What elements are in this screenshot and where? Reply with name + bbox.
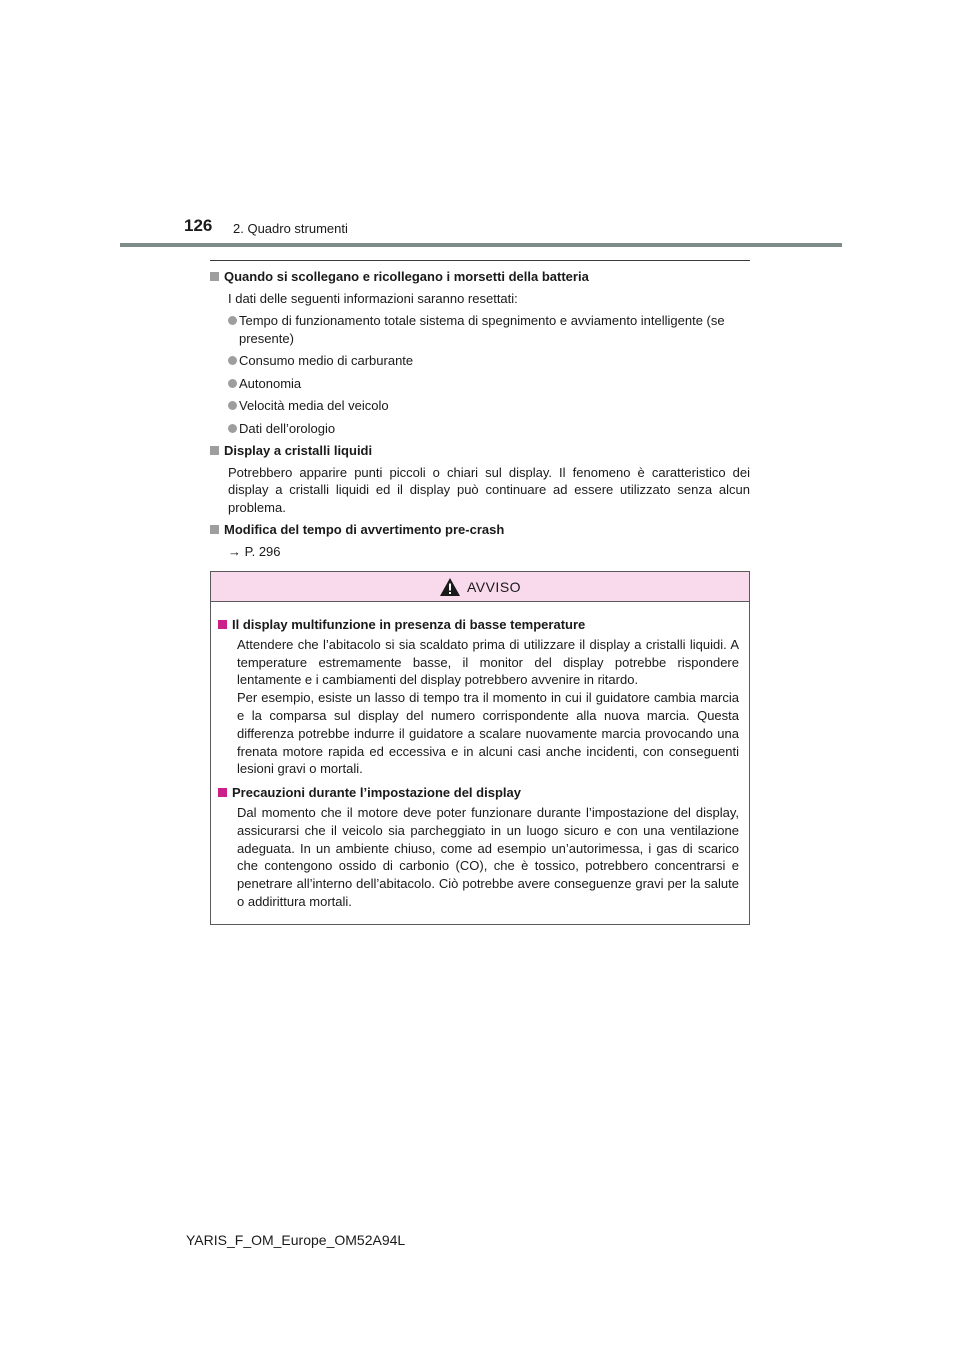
gray-circle-bullet-icon [228,424,237,433]
gray-circle-bullet-icon [228,356,237,365]
warning-item-heading-text: Precauzioni durante l’impostazione del display [232,785,521,801]
section-heading-lcd [210,442,750,460]
list-item [228,397,750,415]
warning-paragraph: Dal momento che il motore deve poter funzionare durante l’impostazione del display, assicurarsi che il veicolo sia parcheggiato in un luogo sicuro e con una ventilazione adeguata. In un ambiente chiuso, come ad esempio un’autorimessa, i gas di scarico che contengono ossido di carbonio (CO), che è tossico, potrebbero concentrarsi e penetrare all’interno dell’abitacolo. Ciò potrebbe avere conseguenze gravi per la salute o addirittura mortali. [237,804,739,909]
list-item [228,352,750,370]
warning-triangle-icon [439,577,461,597]
magenta-square-icon [218,620,227,629]
warning-item-heading [218,616,739,634]
warning-title: AVVISO [466,578,522,595]
page-number: 126 [184,216,213,235]
list-item [228,312,750,347]
magenta-square-icon [218,788,227,797]
warning-box [210,571,750,925]
list-item-text: Tempo di funzionamento totale sistema di spegnimento e avviamento intelligente (se presente) [239,313,725,346]
header-rule [120,243,842,247]
chapter-title: 2. Quadro strumenti [233,221,348,236]
warning-item-heading [218,784,739,802]
gray-square-icon [210,446,219,455]
list-item [228,375,750,393]
gray-square-icon [210,272,219,281]
list-item-text: Dati dell’orologio [239,420,336,436]
main-content [210,268,750,565]
list-item [228,420,750,438]
section-heading-precrash [210,521,750,539]
document-footer: YARIS_F_OM_Europe_OM52A94L [186,1232,406,1248]
section-heading-text: Modifica del tempo di avvertimento pre-crash [224,522,505,537]
section-heading-battery [210,268,750,286]
section-text: Potrebbero apparire punti piccoli o chiari sul display. Il fenomeno è caratteristico dei display a cristalli liquidi ed il display può continuare ad essere utilizzato senza alcun problema. [228,464,750,515]
list-item-text: Autonomia [239,375,302,391]
page-reference-link[interactable]: → P. 296 [228,543,281,559]
gray-circle-bullet-icon [228,379,237,388]
warning-paragraph [237,636,739,778]
gray-circle-bullet-icon [228,316,237,325]
warning-paragraph-text: Per esempio, esiste un lasso di tempo tra il momento in cui il guidatore cambia marcia e la comparsa sul display del numero corrispondente alla nuova marcia. Questa differenza potrebbe indurre il guidatore a scalare nuovamente marcia provocando una frenata motore rapida ed eccessiva e in alcuni casi anche incidenti, con conseguenti lesioni gravi o mortali. [237,690,739,777]
section-heading-text: Display a cristalli liquidi [224,443,373,458]
list-item-text: Consumo medio di carburante [239,353,414,368]
content-rule [210,260,750,261]
gray-circle-bullet-icon [228,401,237,410]
gray-square-icon [210,525,219,534]
list-item-text: Velocità media del veicolo [239,398,389,413]
warning-body [211,602,749,911]
warning-paragraph-text: Attendere che l’abitacolo si sia scaldato prima di utilizzare il display a cristalli liquidi. A temperature estremamente basse, il monitor del display potrebbe rispondere lentamente e i cambiamenti del display potrebbero avvenire in ritardo. [237,636,739,688]
section-heading-text: Quando si scollegano e ricollegano i morsetti della batteria [224,269,589,284]
warning-header [211,572,749,602]
section-text: I dati delle seguenti informazioni saranno resettati: [228,290,518,306]
warning-item-heading-text: Il display multifunzione in presenza di basse temperature [232,617,586,632]
